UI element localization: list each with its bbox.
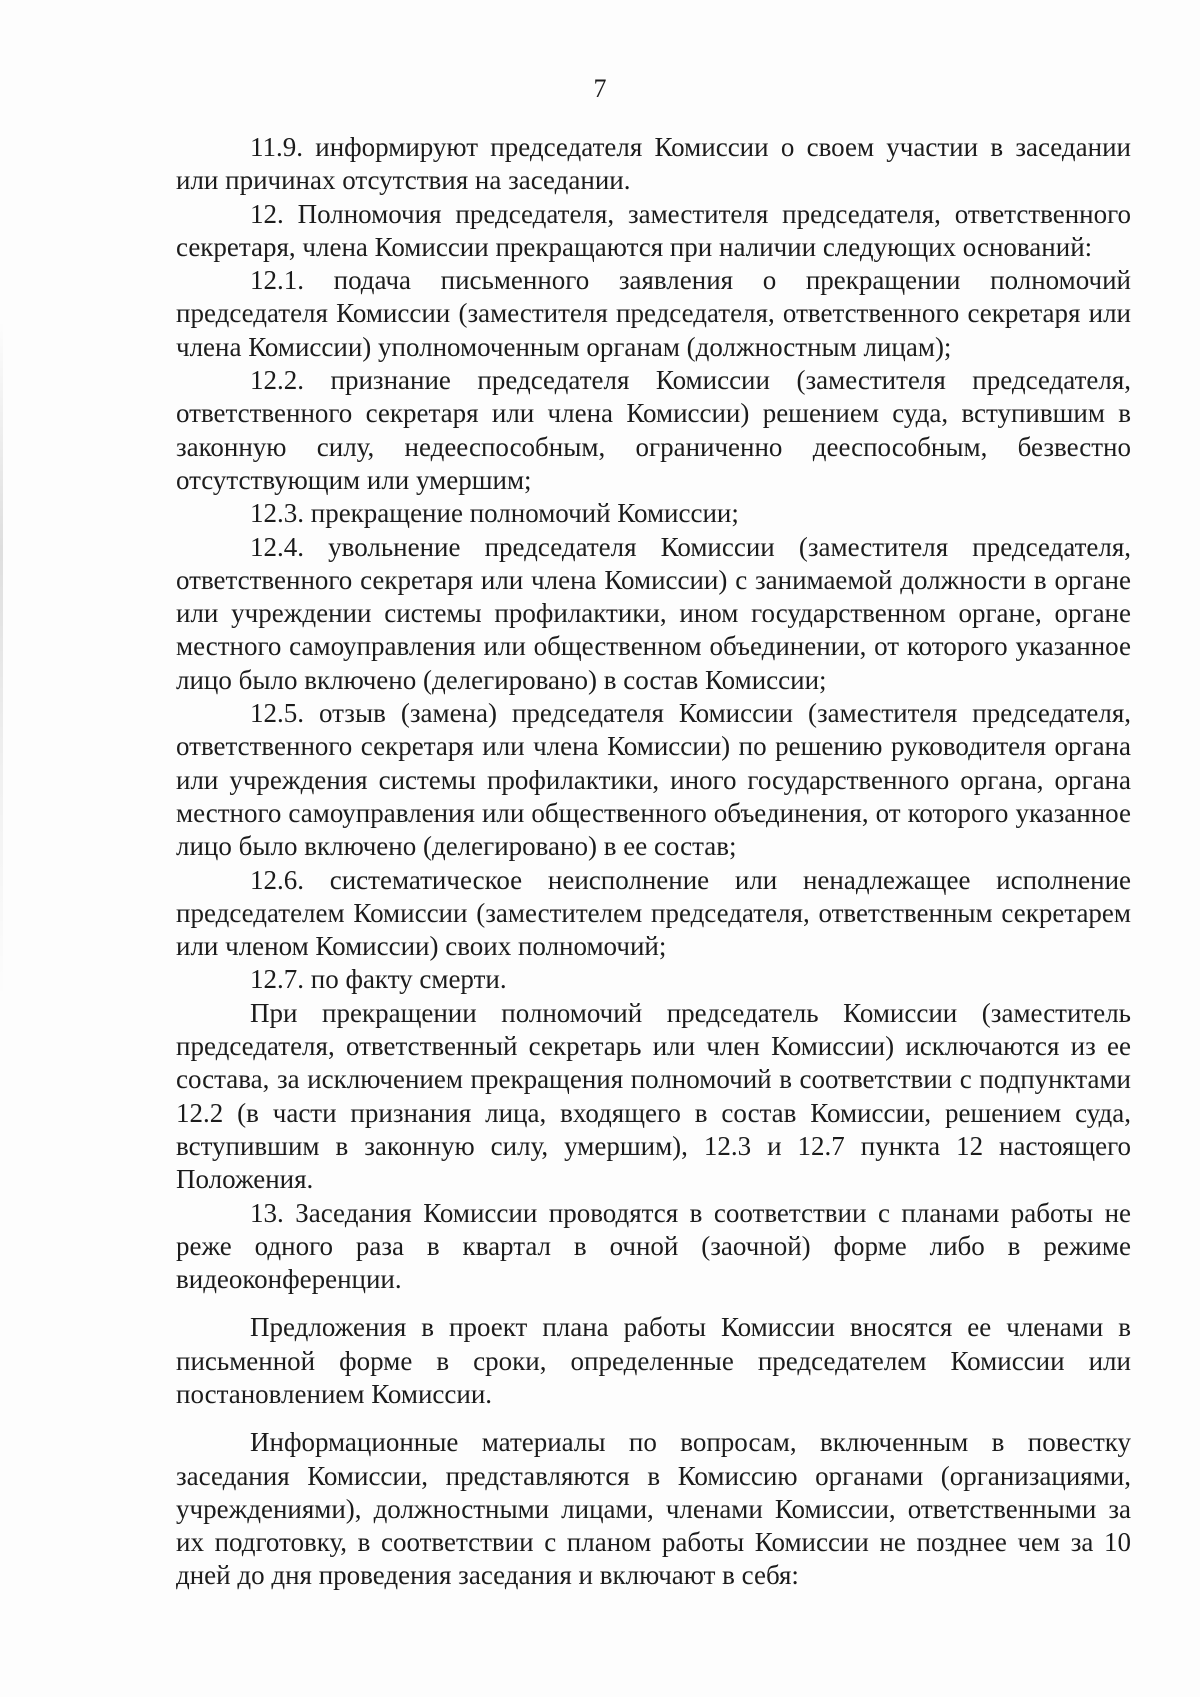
paragraph-plan-proposals: Предложения в проект плана работы Комиссии вносятся ее членами в письменной форме в сроки, определенные председателем Комиссии или постановлением Комиссии.	[176, 1312, 1131, 1409]
paragraph-12-1: 12.1. подача письменного заявления о прекращении полномочий председателя Комиссии (заместителя председателя, ответственного секретаря или члена Комиссии) уполномоченным органам (должностным лицам);	[176, 265, 1131, 362]
paragraph-12-2: 12.2. признание председателя Комиссии (заместителя председателя, ответственного секретаря или члена Комиссии) решением суда, вступившим в законную силу, недееспособным, ограниченно дееспособным, безвестно отсутствующим или умершим;	[176, 365, 1131, 495]
paragraph-12-4: 12.4. увольнение председателя Комиссии (заместителя председателя, ответственного секретаря или члена Комиссии) с занимаемой должности в органе или учреждении системы профилактики, ином государственном органе, органе местного самоуправления или общественном объединении, от которого указанное лицо было включено (делегировано) в состав Комиссии;	[176, 531, 1131, 695]
paragraph-termination-note: При прекращении полномочий председатель Комиссии (заместитель председателя, ответственный секретарь или член Комиссии) исключаются из ее состава, за исключением прекращения полномочий в соответствии с подпунктами 12.2 (в части признания лица, входящего в состав Комиссии, решением суда, вступившим в законную силу, умершим), 12.3 и 12.7 пункта 12 настоящего Положения.	[176, 997, 1131, 1195]
paragraph-info-materials: Информационные материалы по вопросам, включенным в повестку заседания Комиссии, представляются в Комиссию органами (организациями, учреждениями), должностными лицами, членами Комиссии, ответственными за их подготовку, в соответствии с планом работы Комиссии не позднее чем за 10 дней до дня проведения заседания и включают в себя:	[176, 1427, 1131, 1591]
scan-shadow	[0, 320, 3, 1000]
paragraph-11-9: 11.9. информируют председателя Комиссии о своем участии в заседании или причинах отсутствия на заседании.	[176, 132, 1131, 196]
page-number: 7	[593, 74, 607, 103]
document-body	[176, 131, 1131, 1593]
paragraph-12-3: 12.3. прекращение полномочий Комиссии;	[250, 498, 739, 529]
paragraph-12-6: 12.6. систематическое неисполнение или ненадлежащее исполнение председателем Комиссии (заместителем председателя, ответственным секретарем или членом Комиссии) своих полномочий;	[176, 864, 1131, 962]
paragraph-12-7: 12.7. по факту смерти.	[250, 964, 507, 995]
paragraph-12-5: 12.5. отзыв (замена) председателя Комиссии (заместителя председателя, ответственного секретаря или члена Комиссии) по решению руководителя органа или учреждения системы профилактики, иного государственного органа, органа местного самоуправления или общественного объединения, от которого указанное лицо было включено (делегировано) в ее состав;	[176, 698, 1131, 862]
paragraph-13: 13. Заседания Комиссии проводятся в соответствии с планами работы не реже одного раза в квартал в очной (заочной) форме либо в режиме видеоконференции.	[176, 1197, 1131, 1295]
paragraph-12: 12. Полномочия председателя, заместителя председателя, ответственного секретаря, члена Комиссии прекращаются при наличии следующих оснований:	[176, 198, 1131, 262]
